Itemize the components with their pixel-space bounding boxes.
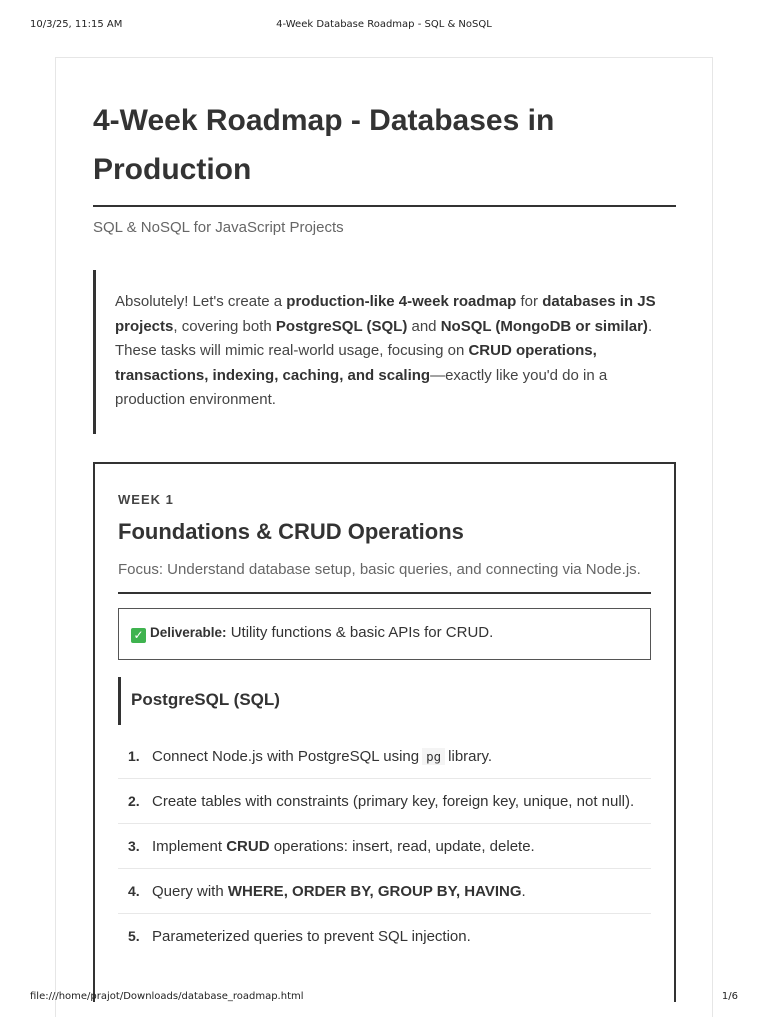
list-text [152,883,526,900]
list-item [118,915,651,959]
deliverable-label: Deliverable: [150,625,227,640]
list-text-bold: CRUD [226,838,270,855]
deliverable-box [118,608,651,660]
intro-bold: production-like 4-week roadmap [286,293,517,310]
page-subtitle: SQL & NoSQL for JavaScript Projects [93,219,344,236]
print-date: 10/3/25, 11:15 AM [30,19,123,30]
list-text-part: Connect Node.js with PostgreSQL using [152,748,420,765]
intro-text: and [407,317,441,335]
list-item [118,735,651,779]
focus-divider [118,592,651,594]
list-item [118,780,651,824]
week-1-card [93,462,676,1002]
intro-bold: databases in JS projects [115,293,656,335]
intro-text: for [516,293,543,310]
list-text: Create tables with constraints (primary key, foreign key, unique, not null). [152,793,635,810]
print-footer [0,991,768,1005]
list-text: Parameterized queries to prevent SQL injection. [152,928,471,945]
page-title: 4-Week Roadmap - Databases in Production [93,104,555,186]
inline-code: pg [422,748,445,765]
check-icon: ✓ [131,628,146,643]
list-text-part: . [521,883,526,900]
intro-text: , covering both [173,317,276,335]
task-list [118,735,651,960]
intro-bold: CRUD operations, transactions, indexing, caching, and scaling [115,342,597,384]
deliverable-text: Utility functions & basic APIs for CRUD. [226,624,494,641]
list-number: 1. [128,748,140,764]
list-text-part: operations: insert, read, update, delete. [269,838,535,855]
list-number: 2. [128,793,140,809]
week-label: WEEK 1 [118,492,174,507]
list-text-part: Query with [152,883,228,900]
list-item [118,825,651,869]
list-text-part: Implement [152,838,227,855]
list-number: 5. [128,928,140,944]
list-item [118,870,651,914]
week-focus: Focus: Understand database setup, basic queries, and connecting via Node.js. [118,561,641,578]
week-title: Foundations & CRUD Operations [118,519,464,544]
list-text [152,748,492,765]
intro-bold: NoSQL (MongoDB or similar) [440,317,648,335]
list-number: 3. [128,838,140,854]
intro-text: —exactly like you'd do in a production environment. [115,366,608,408]
intro-bold: PostgreSQL (SQL) [275,317,408,335]
intro-text: . These tasks will mimic real-world usage, focusing on [115,317,653,359]
list-text-bold: WHERE, ORDER BY, GROUP BY, HAVING [227,883,522,900]
list-text-part: library. [448,748,493,765]
print-doc-title: 4-Week Database Roadmap - SQL & NoSQL [276,19,492,30]
print-file-path: file:///home/prajot/Downloads/database_roadmap.html [30,991,304,1002]
intro-blockquote [93,270,676,434]
intro-text: Absolutely! Let's create a [115,293,287,310]
list-number: 4. [128,883,140,899]
print-header [0,19,768,33]
list-text [152,838,535,855]
title-divider [93,205,676,207]
print-page-number: 1/6 [721,991,738,1002]
section-heading-postgresql: PostgreSQL (SQL) [118,677,280,725]
